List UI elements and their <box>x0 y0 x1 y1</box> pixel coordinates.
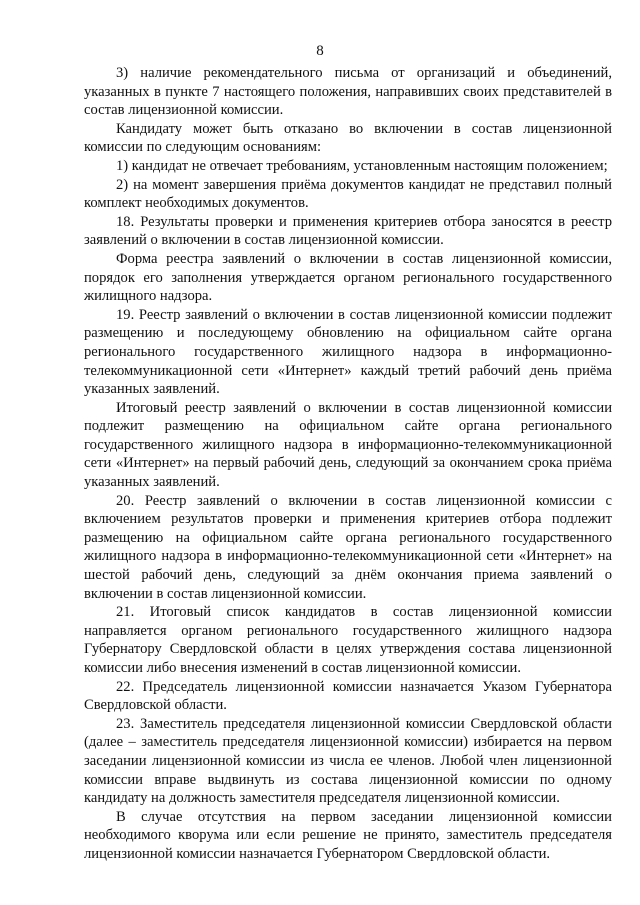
paragraph-final-registry: Итоговый реестр заявлений о включении в состав лицензионной комиссии подлежит размещению на официальном сайте органа регионального государственного жилищного надзора в информационно-телекоммуникационной сети «Интернет» на первый рабочий день, следующий за окончанием срока приёма указанных заявлений. <box>84 399 612 491</box>
page-number: 8 <box>316 43 324 59</box>
paragraph-clause-19: 19. Реестр заявлений о включении в состав лицензионной комиссии подлежит размещению и последующему обновлению на официальном сайте органа регионального государственного жилищного надзора в информационно-телекоммуникационной сети «Интернет» каждый третий рабочий день приёма указанных заявлений. <box>84 306 612 398</box>
paragraph-clause-23: 23. Заместитель председателя лицензионной комиссии Свердловской области (далее – заместитель председателя лицензионной комиссии) избирается на первом заседании лицензионной комиссии из числа ее членов. Любой член лицензионной комиссии вправе выдвинуть из состава лицензионной комиссии по одному кандидату на должность заместителя председателя лицензионной комиссии. <box>84 715 612 807</box>
paragraph-clause-20: 20. Реестр заявлений о включении в состав лицензионной комиссии с включением результатов проверки и применения критериев отбора подлежит размещению на официальном сайте органа регионального государственного жилищного надзора в информационно-телекоммуникационной сети «Интернет» на шестой рабочий день, следующий за днём окончания приема заявлений о включении в состав лицензионной комиссии. <box>84 492 612 602</box>
paragraph-refusal-ground-1: 1) кандидат не отвечает требованиям, установленным настоящим положением; <box>116 157 608 174</box>
paragraph-refusal-grounds: Кандидату может быть отказано во включении в состав лицензионной комиссии по следующим основаниям: <box>84 120 612 156</box>
paragraph-recommendation-letter: 3) наличие рекомендательного письма от организаций и объединений, указанных в пункте 7 настоящего положения, направивших своих представителей в состав лицензионной комиссии. <box>84 65 612 119</box>
paragraph-refusal-ground-2: 2) на момент завершения приёма документов кандидат не представил полный комплект необходимых документов. <box>84 176 612 212</box>
document-body <box>84 64 612 864</box>
paragraph-clause-21: 21. Итоговый список кандидатов в состав лицензионной комиссии направляется органом регионального государственного жилищного надзора Губернатору Свердловской области в целях утверждения состава лицензионной комиссии либо внесения изменений в состав лицензионной комиссии. <box>84 604 612 676</box>
paragraph-registry-form: Форма реестра заявлений о включении в состав лицензионной комиссии, порядок его заполнения утверждается органом регионального государственного жилищного надзора. <box>84 250 612 305</box>
paragraph-clause-22: 22. Председатель лицензионной комиссии назначается Указом Губернатора Свердловской области. <box>84 678 612 714</box>
paragraph-clause-18: 18. Результаты проверки и применения критериев отбора заносятся в реестр заявлений о включении в состав лицензионной комиссии. <box>84 213 612 249</box>
paragraph-no-quorum: В случае отсутствия на первом заседании лицензионной комиссии необходимого кворума или если решение не принято, заместитель председателя лицензионной комиссии назначается Губернатором Свердловской области. <box>84 808 612 862</box>
